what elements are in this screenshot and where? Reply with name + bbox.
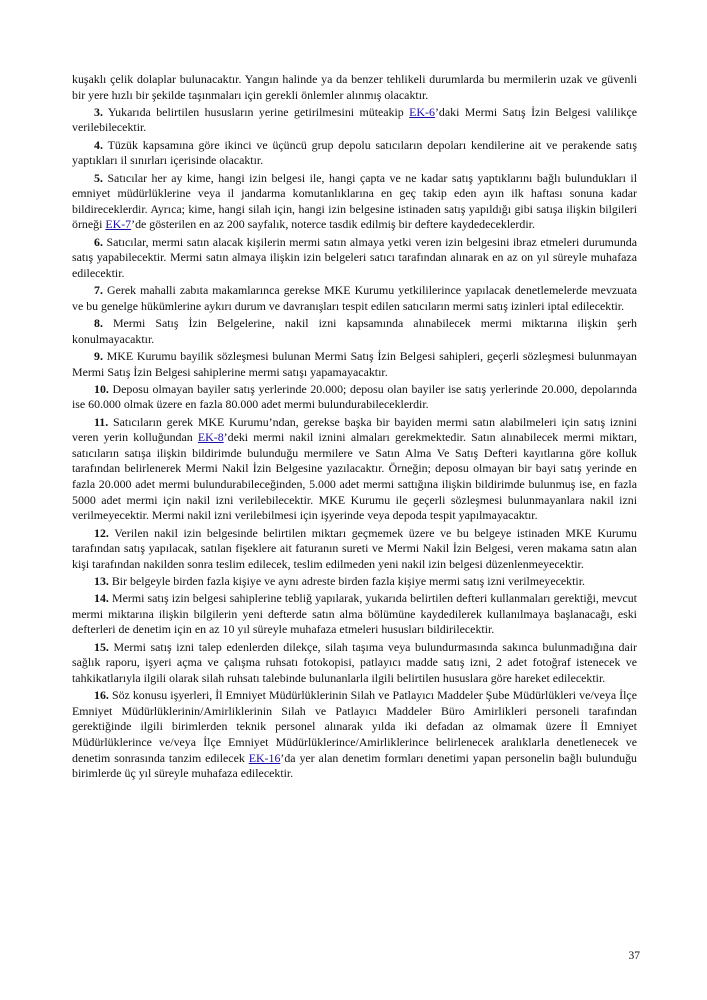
paragraph-number: 16. xyxy=(94,688,109,703)
annex-link[interactable]: EK-16 xyxy=(248,750,281,765)
paragraph xyxy=(72,640,637,687)
paragraph-text: Verilen nakil izin belgesinde belirtilen miktarı geçmemek üzere ve bu belgeye istinaden MKE Kurumu tarafından satış yapılacak, satılan fişeklere ait faturanın sureti ve Mermi Nakil İzin Belgesi, veren makama satın alan kişi tarafından nakilden sonra teslim edilecek, teslim edilmeden yeni nakil izin belgesi düzenlenmeyecektir. xyxy=(72,525,637,571)
paragraph-text: MKE Kurumu bayilik sözleşmesi bulunan Mermi Satış İzin Belgesi sahipleri, geçerli sözleşmesi bulunmayan Mermi Satış İzin Belgesi sahiplerine mermi satışı yapamayacaktır. xyxy=(72,348,637,379)
paragraph-text: Deposu olmayan bayiler satış yerlerinde 20.000; deposu olan bayiler ise satış yerlerinde 20.000, depolarında ise 60.000 olmak üzere en fazla 80.000 adet mermi bulundurabileceklerdir. xyxy=(72,381,638,412)
paragraph xyxy=(72,72,637,103)
paragraph-number: 5. xyxy=(94,170,103,185)
annex-link[interactable]: EK-8 xyxy=(197,430,224,445)
paragraph xyxy=(72,526,637,573)
paragraph xyxy=(72,235,637,282)
paragraph xyxy=(72,138,637,169)
paragraph-text: Satıcılar her ay kime, hangi izin belgesi ile, hangi çapta ve ne kadar satış yaptıklarını bağlı bulundukları il emniyet müdürlüklerine veya il jandarma komutanlıklarına en geç takip eden ayın ilk haftası sonuna kadar bildireceklerdir. Ayrıca; kime, hangi silah için, hangi izin belgesine istinaden satış yapıldığı gibi satışa ilişkin bilgileri örneği xyxy=(72,170,638,232)
paragraph-number: 11. xyxy=(94,414,109,429)
paragraph xyxy=(72,105,637,136)
paragraph-text: Satıcıların gerek MKE Kurumu’ndan, gerekse başka bir bayiden mermi satın alabilmeleri için satış iznini veren yerin kolluğundan xyxy=(72,414,637,445)
paragraph-number: 7. xyxy=(94,283,103,298)
paragraph-number: 10. xyxy=(94,381,109,396)
paragraph-number: 4. xyxy=(94,137,103,152)
paragraph-text: Mermi satış izin belgesi sahiplerine tebliğ yapılarak, yukarıda belirtilen defteri kullanmaları gerektiği, mevcut mermi miktarına ilişkin bilgilerin yeni defterde satın alma bölümüne kaydedilerek kullanılmaya başlanacağı, eski defterleri de denetim için en az 10 yıl süreyle muhafaza etmeleri hususları bildirilecektir. xyxy=(72,591,637,637)
paragraph-text: ’da yer alan denetim formları denetimi yapan personelin bağlı bulunduğu birimlerde üç yıl süreyle muhafaza edilecektir. xyxy=(72,750,637,781)
annex-link[interactable]: EK-6 xyxy=(409,104,435,119)
paragraph-number: 13. xyxy=(94,573,109,588)
paragraph xyxy=(72,688,637,782)
paragraph-number: 14. xyxy=(94,591,109,606)
annex-link[interactable]: EK-7 xyxy=(105,217,132,232)
paragraph-text: ’deki mermi nakil iznini almaları gerekmektedir. Satın alınabilecek mermi miktarı, satıcıların satışa ilişkin bildirimde bulunduğu mermilere ve Satın Alma Ve Satış Defteri kayıtlarına göre kolluk tarafından belirlenerek Mermi Nakil İzin Belgesine yazılacaktır. Örneğin; deposu olmayan bir bayi satış yerinde en fazla 20.000 adet mermi bulundurabileceğinden, 5.000 adet mermi sattığına ilişkin bildirimde bulunmuş ise, en fazla 5000 adet mermi için nakil izni verilebilecektir. MKE Kurumu ile geçerli sözleşmesi bulunmayanlara nakil izni verilmeyecektir. Mermi nakil izni verilebilmesi için işyerinde veya depoda tespit yapılmayacaktır. xyxy=(72,430,638,523)
paragraph xyxy=(72,382,637,413)
page-number: 37 xyxy=(628,950,640,962)
paragraph-number: 8. xyxy=(94,316,103,331)
paragraph-text: Gerek mahalli zabıta makamlarınca gerekse MKE Kurumu yetkililerince yapılacak denetlemelerde mevzuata ve bu genelge hükümlerine aykırı durum ve davranışları tespit edilen satıcıların mermi satış izinleri iptal edilecektir. xyxy=(72,283,637,313)
paragraph xyxy=(72,349,637,380)
paragraph xyxy=(72,415,637,524)
paragraph-text: Bir belgeyle birden fazla kişiye ve aynı adreste birden fazla kişiye mermi satış izni verilmeyecektir. xyxy=(111,573,585,588)
document-body xyxy=(72,72,637,783)
paragraph-number: 3. xyxy=(94,104,103,119)
paragraph-number: 12. xyxy=(94,525,109,540)
paragraph-text: Söz konusu işyerleri, İl Emniyet Müdürlüklerinin Silah ve Patlayıcı Maddeler Şube Müdürlükleri ve/veya İlçe Emniyet Müdürlüklerinin/Amirliklerinin Silah ve Patlayıcı Maddeler Büro Amirlikleri personeli tarafından gerektiğinde ilgili birimlerden teknik personel alınarak yılda iki defadan az olmamak üzere İl Emniyet Müdürlüklerince ve/veya İlçe Emniyet Müdürlüklerince/Amirliklerince belirlenecek aralıklarla denetlenecek ve denetim sonrasında tanzim edilecek xyxy=(72,688,637,765)
paragraph-number: 6. xyxy=(94,234,103,249)
paragraph xyxy=(72,171,637,233)
paragraph-text: ’daki Mermi Satış İzin Belgesi valilikçe verilebilecektir. xyxy=(72,104,638,135)
paragraph xyxy=(72,574,637,590)
paragraph xyxy=(72,591,637,638)
paragraph-text: Yukarıda belirtilen hususların yerine getirilmesini müteakip xyxy=(107,104,410,119)
paragraph xyxy=(72,283,637,314)
paragraph-text: Mermi Satış İzin Belgelerine, nakil izni kapsamında alınabilecek mermi miktarına ilişkin şerh konulmayacaktır. xyxy=(72,316,637,346)
paragraph-text: ’de gösterilen en az 200 sayfalık, noterce tasdik edilmiş bir deftere kaydedeceklerdir. xyxy=(131,217,535,232)
paragraph-text: Tüzük kapsamına göre ikinci ve üçüncü grup depolu satıcıların depoları kendilerine ait ve perakende satış yaptıkları il sınırları içerisinde olacaktır. xyxy=(72,137,637,168)
paragraph-number: 9. xyxy=(94,348,103,363)
paragraph-number: 15. xyxy=(94,639,109,654)
paragraph-text: Satıcılar, mermi satın alacak kişilerin mermi satın almaya yetki veren izin belgesini ibraz etmeleri durumunda satış yapabilecektir. Mermi satın almaya ilişkin izin belgeleri satıcı tarafından alınarak en az on yıl süreyle muhafaza edilecektir. xyxy=(72,234,637,280)
paragraph-text: kuşaklı çelik dolaplar bulunacaktır. Yangın halinde ya da benzer tehlikeli durumlarda bu mermilerin uzak ve güvenli bir yere hızlı bir şekilde taşınmaları için gerekli önlemler alınmış olacaktır. xyxy=(72,72,637,102)
paragraph-text: Mermi satış izni talep edenlerden dilekçe, silah taşıma veya bulundurmasında sakınca bulunmadığına dair sağlık raporu, işyeri açma ve çalışma ruhsatı fotokopisi, patlayıcı madde satış izni, 2 adet fotoğraf istenecek ve tahkikatlarıyla ilgili olarak silah ruhsatı talebinde bulunanlarla ilgili belirtilen hususlara göre hareket edilecektir. xyxy=(72,639,637,685)
paragraph xyxy=(72,316,637,347)
